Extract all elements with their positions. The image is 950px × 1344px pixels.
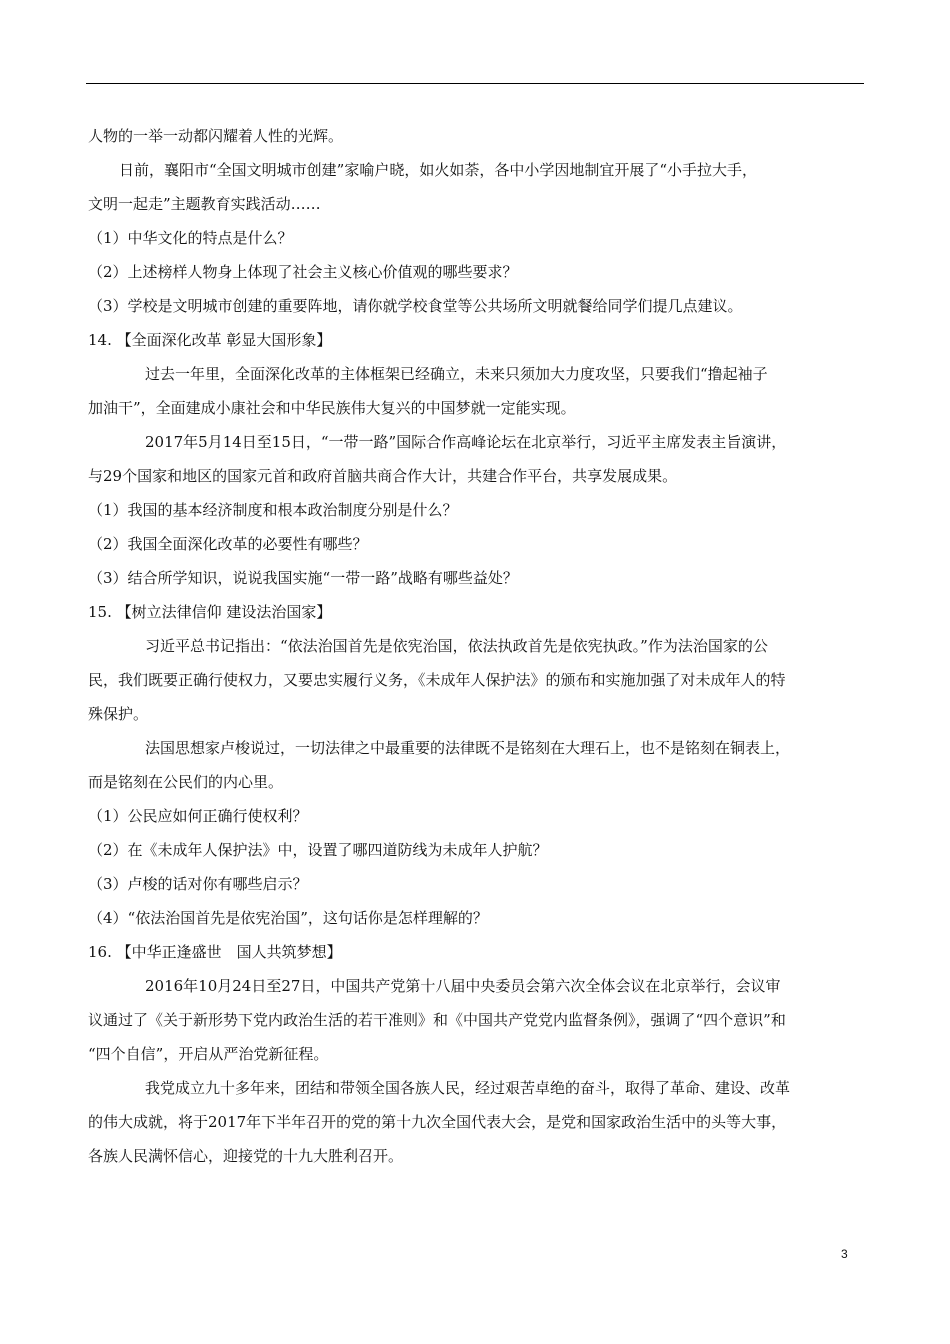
- text-line: 民，我们既要正确行使权力，又要忠实履行义务，《未成年人保护法》的颁布和实施加强了对未成年人的特: [88, 671, 786, 689]
- page-number: 3: [841, 1247, 848, 1261]
- text-line: 16. 【中华正逢盛世 国人共筑梦想】: [88, 943, 342, 961]
- text-line: 人物的一举一动都闪耀着人性的光辉。: [88, 127, 344, 145]
- text-line: （1）公民应如何正确行使权利？: [88, 807, 308, 825]
- text-line: （3）学校是文明城市创建的重要阵地，请你就学校食堂等公共场所文明就餐给同学们提几点建议。: [88, 297, 743, 315]
- header-rule: [86, 83, 864, 84]
- text-line: （2）上述榜样人物身上体现了社会主义核心价值观的哪些要求？: [88, 263, 518, 281]
- text-line: （2）在《未成年人保护法》中，设置了哪四道防线为未成年人护航？: [88, 841, 548, 859]
- text-line: （3）结合所学知识，说说我国实施“一带一路”战略有哪些益处？: [88, 569, 518, 587]
- text-line: （1）我国的基本经济制度和根本政治制度分别是什么？: [88, 501, 458, 519]
- text-line: 殊保护。: [88, 705, 149, 723]
- text-line: 15. 【树立法律信仰 建设法治国家】: [88, 603, 332, 621]
- text-line: 加油干”，全面建成小康社会和中华民族伟大复兴的中国梦就一定能实现。: [88, 399, 576, 417]
- text-line: 习近平总书记指出：“依法治国首先是依宪治国，依法执政首先是依宪执政。”作为法治国家的公: [145, 637, 768, 655]
- text-line: 各族人民满怀信心，迎接党的十九大胜利召开。: [88, 1147, 404, 1165]
- text-line: 日前，襄阳市“全国文明城市创建”家喻户晓，如火如荼，各中小学因地制宜开展了“小手拉大手，: [119, 161, 758, 179]
- text-line: （4）“依法治国首先是依宪治国”，这句话你是怎样理解的？: [88, 909, 488, 927]
- text-line: 过去一年里，全面深化改革的主体框架已经确立，未来只须加大力度攻坚，只要我们“撸起袖子: [145, 365, 768, 383]
- text-line: 文明一起走”主题教育实践活动……: [88, 195, 321, 213]
- text-line: “四个自信”，开启从严治党新征程。: [88, 1045, 329, 1063]
- text-line: （1）中华文化的特点是什么？: [88, 229, 293, 247]
- text-line: （3）卢梭的话对你有哪些启示？: [88, 875, 308, 893]
- text-line: 的伟大成就，将于2017年下半年召开的党的第十九次全国代表大会，是党和国家政治生活中的头等大事，: [88, 1113, 787, 1131]
- text-line: 2017年5月14日至15日，“一带一路”国际合作高峰论坛在北京举行，习近平主席发表主旨演讲，: [145, 433, 787, 451]
- text-line: 与29个国家和地区的国家元首和政府首脑共商合作大计，共建合作平台，共享发展成果。: [88, 467, 678, 485]
- text-line: 我党成立九十多年来，团结和带领全国各族人民，经过艰苦卓绝的奋斗，取得了革命、建设、改革: [145, 1079, 791, 1097]
- text-line: 而是铭刻在公民们的内心里。: [88, 773, 284, 791]
- text-line: 议通过了《关于新形势下党内政治生活的若干准则》和《中国共产党党内监督条例》，强调了“四个意识”和: [88, 1011, 786, 1029]
- text-line: 2016年10月24日至27日，中国共产党第十八届中央委员会第六次全体会议在北京举行，会议审: [145, 977, 781, 995]
- document-body: [88, 119, 876, 1173]
- text-line: （2）我国全面深化改革的必要性有哪些？: [88, 535, 368, 553]
- text-line: 14. 【全面深化改革 彰显大国形象】: [88, 331, 332, 349]
- text-line: 法国思想家卢梭说过，一切法律之中最重要的法律既不是铭刻在大理石上，也不是铭刻在铜表上，: [145, 739, 791, 757]
